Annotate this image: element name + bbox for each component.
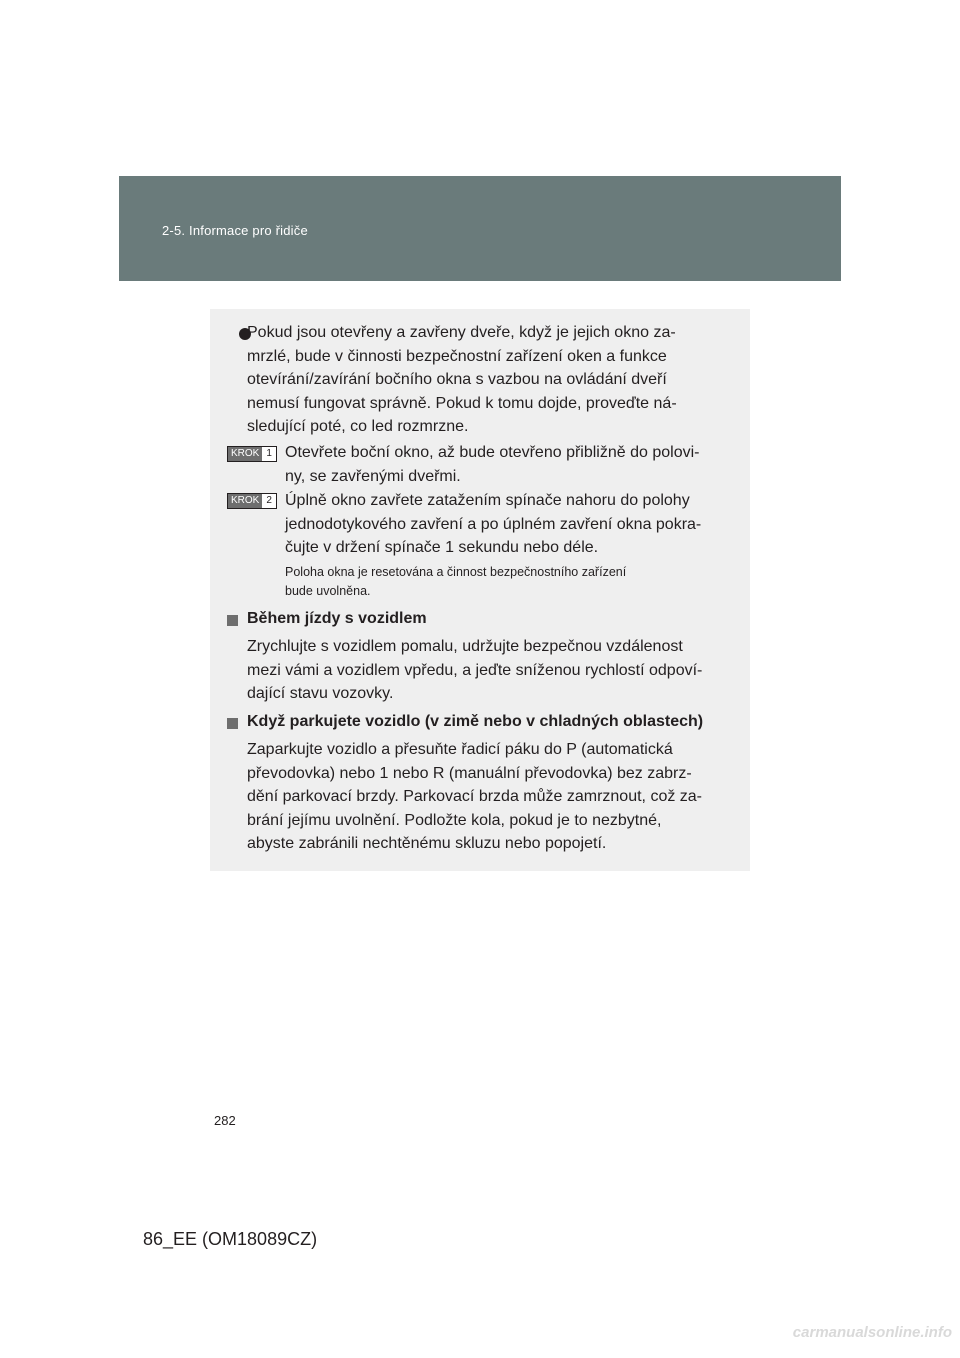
page-number: 282 [214,1113,236,1128]
document-code: 86_EE (OM18089CZ) [143,1229,318,1249]
step-note [285,563,727,601]
section-square-icon [227,718,238,729]
text-line: sledující poté, co led rozmrzne. [247,418,469,435]
text-line: dající stavu vozovky. [247,685,394,702]
text-line: Úplně okno zavřete zatažením spínače nahoru do polohy [285,492,690,509]
text-line: Otevřete boční okno, až bude otevřeno přibližně do polovi- [285,444,700,461]
text-line: bude uvolněna. [285,584,371,598]
info-box [210,309,750,871]
text-line: ny, se zavřenými dveřmi. [285,467,461,485]
text-line: jednodotykového zavření a po úplném zavření okna pokra- [285,515,702,533]
step-2-text [285,489,727,560]
section-heading: Během jízdy s vozidlem [247,610,427,627]
section-paragraph [247,738,727,856]
text-line: převodovka) nebo 1 nebo R (manuální převodovka) bez zabrz- [247,764,692,782]
text-line: Zrychlujte s vozidlem pomalu, udržujte bezpečnou vzdálenost [247,638,683,655]
step-badge-number: 1 [262,447,276,461]
step-badge-label: KROK [228,494,262,508]
text-line: mezi vámi a vozidlem vpředu, a jeďte sníženou rychlostí odpoví- [247,661,703,679]
step-1-badge [227,446,277,462]
section-title: 2-5. Informace pro řidiče [162,223,308,238]
step-badge-label: KROK [228,447,262,461]
text-line: mrzlé, bude v činnosti bezpečnostní zařízení oken a funkce [247,347,667,365]
text-line: abyste zabránili nechtěnému skluzu nebo popojetí. [247,835,607,852]
text-line: dění parkovací brzdy. Parkovací brzda může zamrznout, což za- [247,788,703,805]
header-band [119,176,841,281]
text-line: Poloha okna je resetována a činnost bezpečnostního zařízení [285,565,627,579]
section-paragraph [247,635,727,706]
text-line: Pokud jsou otevřeny a zavřeny dveře, když je jejich okno za- [247,324,676,341]
bullet-paragraph [247,321,727,439]
text-line: nemusí fungovat správně. Pokud k tomu dojde, proveďte ná- [247,394,677,412]
step-1-text [285,441,727,488]
text-line: čujte v držení spínače 1 sekundu nebo déle. [285,539,599,556]
text-line: otevírání/zavírání bočního okna s vazbou na ovládání dveří [247,371,667,388]
section-heading: Když parkujete vozidlo (v zimě nebo v chladných oblastech) [247,713,704,730]
text-line: brání jejímu uvolnění. Podložte kola, pokud je to nezbytné, [247,811,662,829]
watermark: carmanualsonline.info [792,1324,952,1341]
text-line: Zaparkujte vozidlo a přesuňte řadicí páku do P (automatická [247,741,673,758]
section-square-icon [227,615,238,626]
step-2-badge [227,493,277,509]
step-badge-number: 2 [262,494,276,508]
